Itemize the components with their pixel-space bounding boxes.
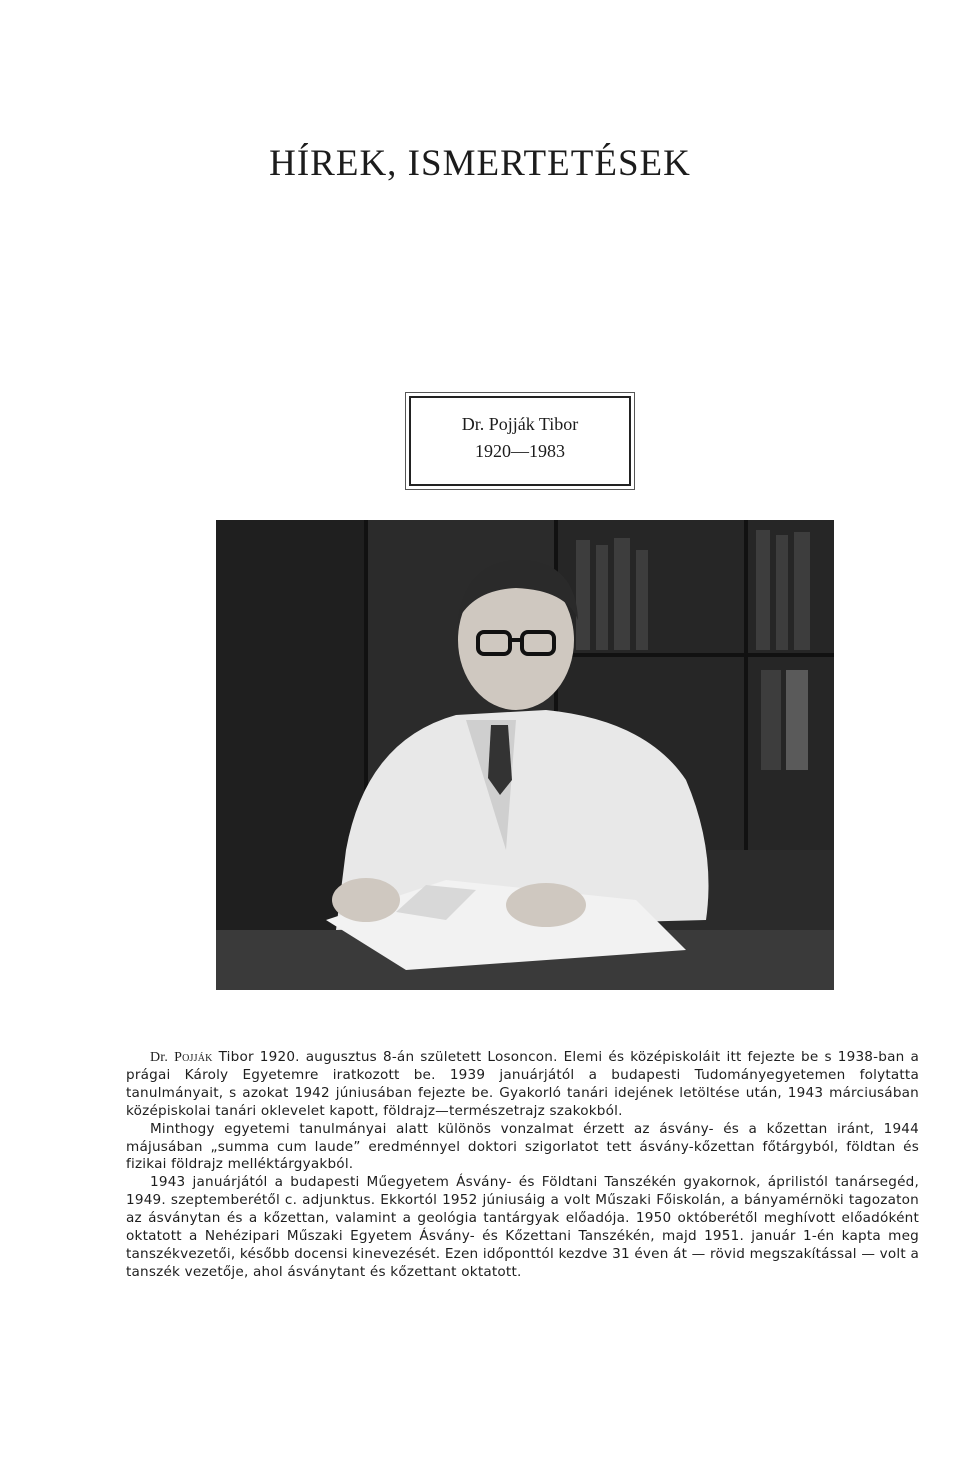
article-paragraph: Minthogy egyetemi tanulmányai alatt különös vonzalmat érzett az ásvány- és a kőzettan iránt, 1944 májusában „summa cum laude” eredménnyel doktori szigorlatot tett ásvány-kőzettan főtárgyból, földtan és fizikai földrajz melléktárgyakból. (126, 1120, 919, 1173)
article-paragraph (126, 1049, 919, 1121)
article-paragraph: 1943 januárjától a budapesti Műegyetem Ásvány- és Földtani Tanszékén gyakornok, áprilistól tanársegéd, 1949. szeptemberétől c. adjunktus. Ekkortól 1952 júniusáig a volt Műszaki Főiskolán, a bányamérnöki tagozaton az ásványtan és a kőzettan, valamint a geológia tantárgyak előadója. 1950 októberétől meghívott előadóként oktatott a Nehézipari Műszaki Egyetem Ásvány- és Kőzettani Tanszékén, majd 1951. január 1-én kapta meg tanszékvezetői, később docensi kinevezését. Ezen időponttól kezdve 31 éven át — rövid megszakítással — volt a tanszék vezetője, ahol ásványtant és kőzettant oktatott. (126, 1174, 919, 1280)
obituary-article (126, 1049, 919, 1282)
paragraph-text: Tibor 1920. augusztus 8-án született Losoncon. Elemi és középiskoláit itt fejezte be s 1938-ban a prágai Károly Egyetemre iratkozott be. 1939 januárjától a budapesti Tudományegyetemen folytatta tanulmányait, s azokat 1942 júniusában fejezte be. Gyakorló tanári idejének letöltése után, 1943 márciusában középiskolai tanári oklevelet kapott, földrajz—természetrajz szakokból. (126, 1049, 919, 1119)
section-heading: HÍREK, ISMERTETÉSEK (269, 143, 691, 184)
obituary-name-box (409, 396, 631, 486)
obituary-name: Dr. Pojják Tibor (461, 414, 579, 434)
portrait-photo (216, 520, 834, 990)
obituary-years: 1920—1983 (475, 441, 565, 461)
portrait-photo-illustration (216, 520, 834, 990)
author-title: Dr. (150, 1050, 169, 1065)
author-surname: Pojják (174, 1050, 213, 1065)
